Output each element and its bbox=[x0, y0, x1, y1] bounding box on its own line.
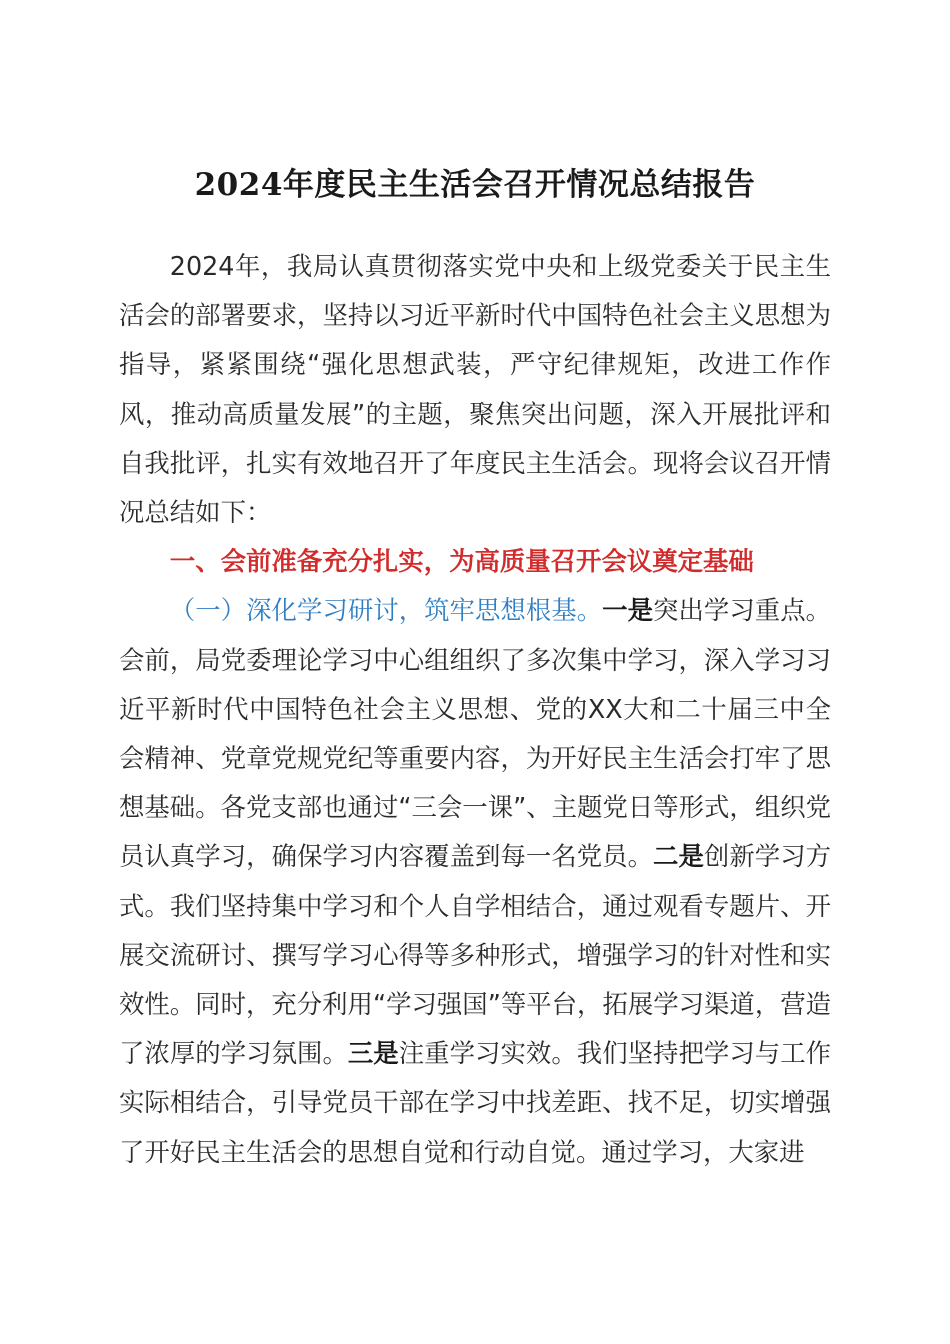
lead-marker-2: 二是 bbox=[653, 841, 704, 872]
subsection-paragraph bbox=[119, 586, 831, 1176]
document-body bbox=[119, 242, 831, 1177]
lead-marker-1: 一是 bbox=[602, 595, 654, 626]
point-text-3: 注重学习实效。我们坚持把学习与工作实际相结合，引导党员干部在学习中找差距、找不足，切实增强了开好民主生活会的思想自觉和行动自觉。通过学习，大家进 bbox=[119, 1038, 832, 1167]
point-text-1: 突出学习重点。会前，局党委理论学习中心组组织了多次集中学习，深入学习习近平新时代中国特色社会主义思想、党的XX大和二十届三中全会精神、党章党规党纪等重要内容，为开好民主生活会打牢了思想基础。各党支部也通过“三会一课”、主题党日等形式，组织党员认真学习，确保学习内容覆盖到每一名党员。 bbox=[119, 595, 832, 872]
intro-paragraph: 2024年，我局认真贯彻落实党中央和上级党委关于民主生活会的部署要求，坚持以习近平新时代中国特色社会主义思想为指导，紧紧围绕“强化思想武装，严守纪律规矩，改进工作作风，推动高质量发展”的主题，聚焦突出问题，深入开展批评和自我批评，扎实有效地召开了年度民主生活会。现将会议召开情况总结如下： bbox=[119, 251, 831, 528]
section-heading: 一、会前准备充分扎实，为高质量召开会议奠定基础 bbox=[169, 546, 754, 577]
lead-marker-3: 三是 bbox=[347, 1038, 399, 1069]
document-title: 2024年度民主生活会召开情况总结报告 bbox=[194, 167, 756, 203]
subsection-heading: （一）深化学习研讨，筑牢思想根基。 bbox=[169, 595, 603, 626]
point-text-2: 创新学习方式。我们坚持集中学习和个人自学相结合，通过观看专题片、开展交流研讨、撰写学习心得等多种形式，增强学习的针对性和实效性。同时，充分利用“学习强国”等平台，拓展学习渠道，营造了浓厚的学习氛围。 bbox=[119, 841, 832, 1069]
